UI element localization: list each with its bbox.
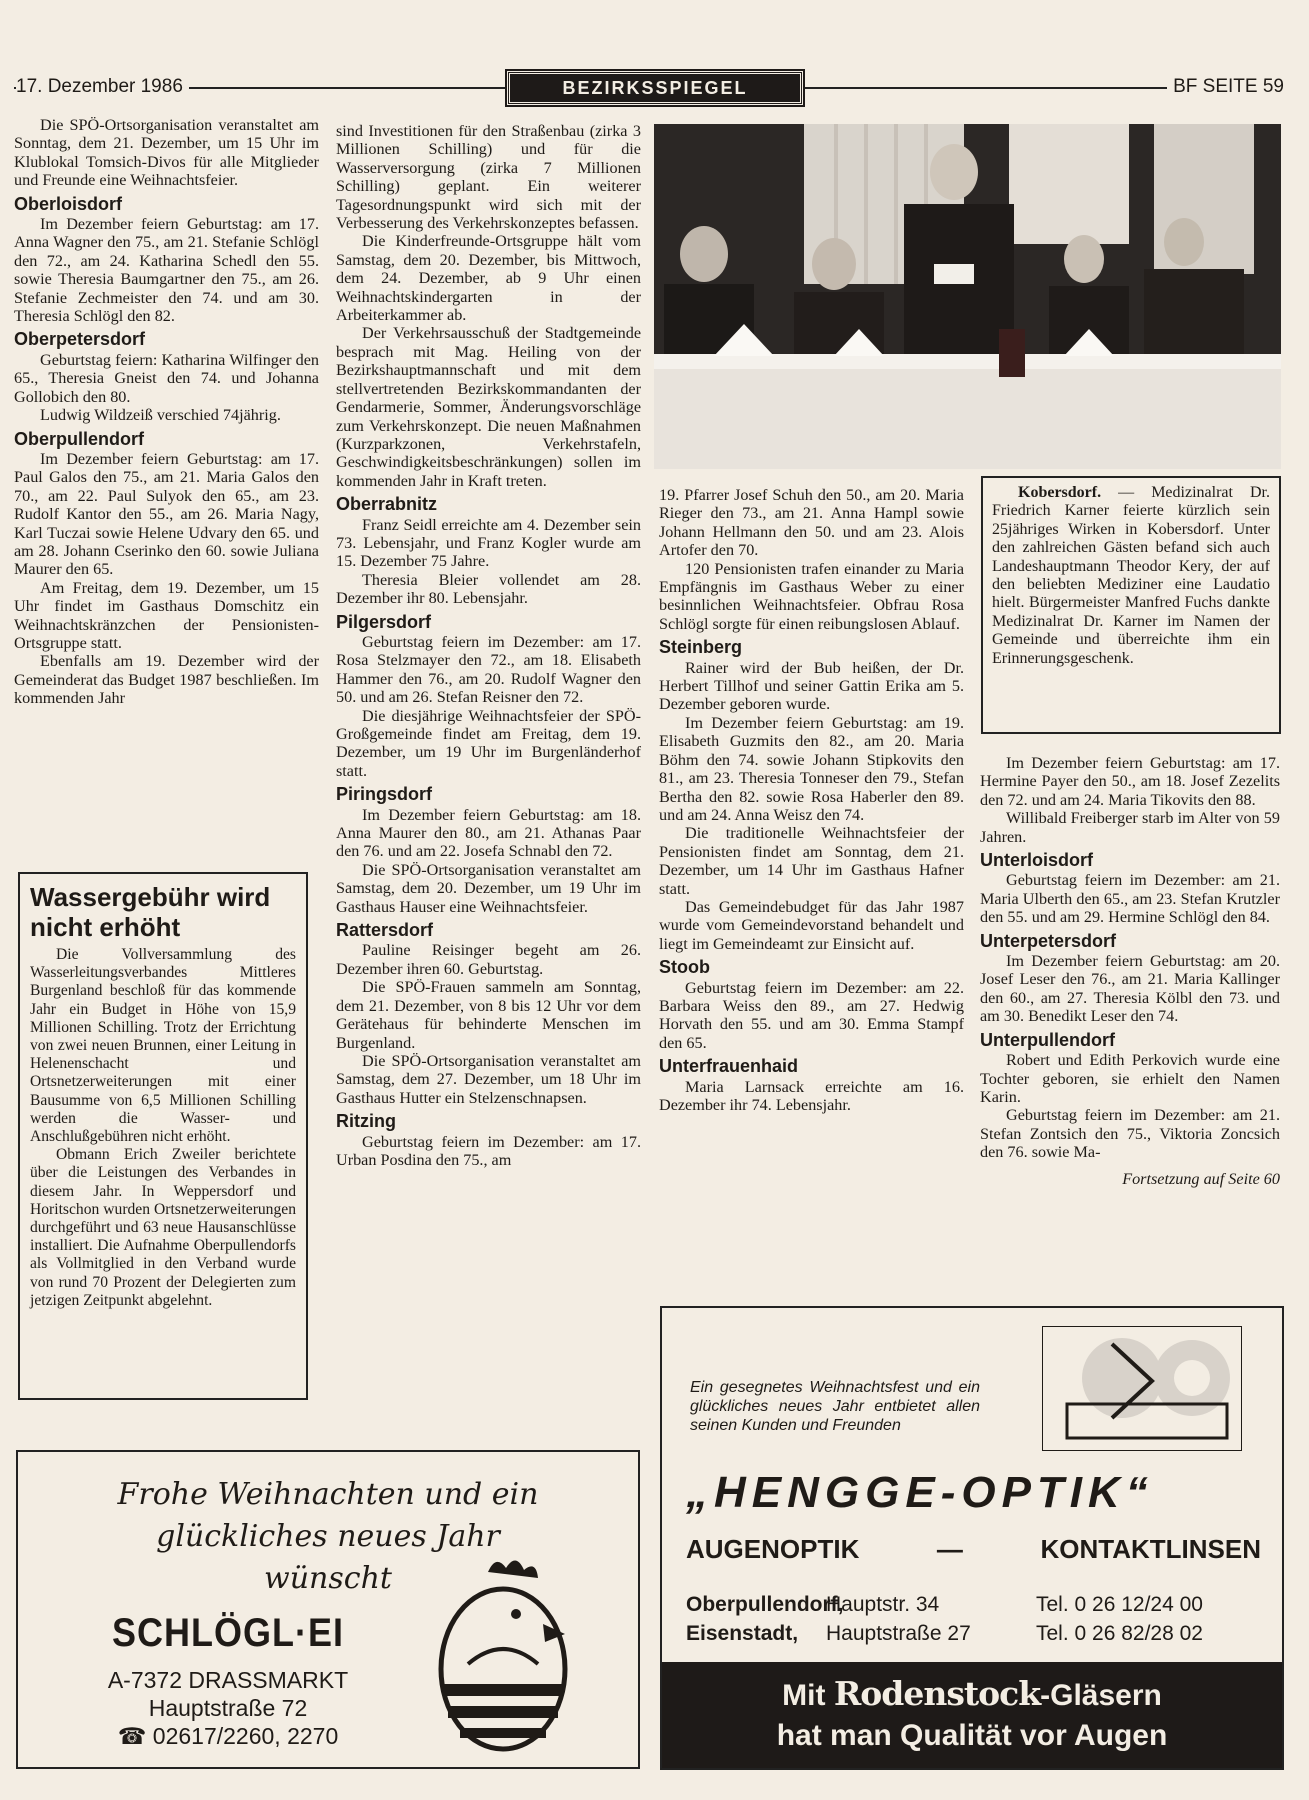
ad-hengge-optik [660,1306,1284,1770]
photo-caption-box [981,476,1281,734]
article-paragraph: Die traditionelle Weihnachtsfeier der Pensionisten findet am Sonntag, dem 21. Dezember, um 14 Uhr im Gasthaus Hafner statt. [659,824,964,898]
article-paragraph: Geburtstag feiern: Katharina Wilfinger den 65., Theresia Gneist den 74. und Johanna Gollobich den 80. [14,350,319,406]
box-body [30,946,296,1310]
news-photo [654,124,1281,469]
photo-caption [992,484,1270,668]
page-header [14,74,1284,100]
article-paragraph: sind Investitionen für den Straßenbau (zirka 3 Millionen Schilling) und für die Wasserversorgung (zirka 7 Millionen Schilling) geplant. Ein weiterer Tagesordnungspunkt wird sich mit der Verbesserung des Verkehrskonzeptes befassen. [336,122,641,233]
section-heading: Rattersdorf [336,920,434,941]
article-paragraph: Maria Larnsack erreichte am 16. Dezember ihr 74. Lebensjahr. [659,1077,964,1114]
hengge-logo-icon [1042,1326,1242,1451]
section-heading: Oberrabnitz [336,494,438,515]
article-paragraph: Franz Seidl erreichte am 4. Dezember sein 73. Lebensjahr, und Franz Kogler wurde am 15. Dezember 75 Jahre. [336,515,641,571]
article-paragraph: Die diesjährige Weihnachtsfeier der SPÖ-Großgemeinde findet am Freitag, dem 19. Dezember, um 19 Uhr im Burgenländerhof statt. [336,706,641,780]
ad-schloegl-ei [16,1450,640,1769]
service-separator: — [936,1534,963,1564]
article-paragraph: Die SPÖ-Ortsorganisation veranstaltet am Sonntag, dem 21. Dezember, um 15 Uhr im Klublokal Tomsich-Divos für alle Mitglieder und Freunde eine Weihnachtsfeier. [14,116,319,190]
location-city: Eisenstadt, [686,1622,799,1645]
column-1 [14,116,319,708]
article-paragraph: Im Dezember feiern Geburtstag: am 20. Josef Leser den 76., am 21. Maria Kallinger den 60., am 27. Theresia Kölbl den 73. und am 30. Benedikt Leser den 74. [980,952,1280,1026]
phone-line [88,1722,368,1750]
section-heading: Unterpullendorf [980,1029,1115,1050]
article-paragraph: Die Vollversammlung des Wasserleitungsverbandes Mittleres Burgenland beschloß für das kommende Jahr ein Budget in Höhe von 15,9 Millionen Schilling. Trotz der Errichtung von zwei neuen Brunnen, einer Leitung in Helenenschacht und Ortsnetzerweiterungen mit einer Bausumme von 6,5 Millionen Schilling werden die Wasser- und Anschlußgebühren nicht erhöht. [30,946,296,1146]
article-paragraph: 19. Pfarrer Josef Schuh den 50., am 20. Maria Rieger den 73., am 21. Anna Hampl sowie Johann Hellmann den 50. und am 23. Alois Artofer den 70. [659,486,964,560]
article-paragraph: Die SPÖ-Ortsorganisation veranstaltet am Samstag, dem 20. Dezember, um 19 Uhr im Gasthaus Hauser eine Weihnachtsfeier. [336,860,641,916]
article-paragraph: Die Kinderfreunde-Ortsgruppe hält vom Samstag, dem 20. Dezember, bis Mittwoch, dem 24. Dezember, ab 9 Uhr einen Weihnachtskindergarten in der Arbeiterkammer ab. [336,232,641,325]
article-paragraph: Robert und Edith Perkovich wurde eine Tochter geboren, sie erhielt den Namen Karin. [980,1051,1280,1106]
brand-name: „HENGGE-OPTIK“ [686,1468,1154,1517]
banner-text: Mit [782,1679,826,1712]
service-label: AUGENOPTIK [686,1534,860,1564]
article-paragraph: Am Freitag, dem 19. Dezember, um 15 Uhr findet im Gasthaus Domschitz ein Weihnachtskränzchen der Pensionisten-Ortsgruppe statt. [14,578,319,652]
ad-greeting: Ein gesegnetes Weihnachtsfest und ein glückliches neues Jahr entbietet allen seinen Kunden und Freunden [690,1379,980,1434]
article-paragraph: Im Dezember feiern Geburtstag: am 17. Hermine Payer den 50., am 18. Josef Zezelits den 72. und am 24. Maria Tikovits den 88. [980,754,1280,809]
article-paragraph: Pauline Reisinger begeht am 26. Dezember ihren 60. Geburtstag. [336,941,641,978]
banner-text: -Gläsern [1040,1679,1162,1712]
page-number: BF SEITE 59 [1167,76,1284,98]
article-box-wassergebuehr [18,872,308,1400]
service-label: KONTAKTLINSEN [1040,1534,1261,1564]
article-paragraph: Im Dezember feiern Geburtstag: am 17. Paul Galos den 75., am 21. Maria Galos den 70., am 22. Paul Sulyok den 65., am 23. Rudolf Kantor den 55., am 26. Maria Nagy, Karl Tuczai sowie Helene Udvary den 65. und am 28. Johann Cserinko den 60. sowie Juliana Maurer den 65. [14,449,319,579]
article-paragraph: Obmann Erich Zweiler berichtete über die Leistungen des Verbandes in diesem Jahr. In Weppersdorf und Horitschon wurden Ortsnetzerweiterungen durchgeführt und 63 neue Hausanschlüsse installiert. Die Aufnahme Oberpullendorfs als Vollmitglied in den Verband wurde von rund 70 Prozent der Delegierten zum jetzigen Zeitpunkt abgelehnt. [30,1146,296,1309]
location-row [686,1619,1266,1648]
photo-illustration [654,124,1281,469]
location-city: Oberpullendorf, [686,1593,844,1616]
section-heading: Stoob [659,957,710,978]
article-paragraph: Im Dezember feiern Geburtstag: am 18. Anna Maurer den 80., am 21. Athanas Paar den 76. und am 22. Josefa Schnabl den 72. [336,805,641,861]
location-phone: Tel. 0 26 82/28 02 [1036,1622,1203,1645]
article-paragraph: Theresia Bleier vollendet am 28. Dezember ihr 80. Lebensjahr. [336,570,641,608]
phone-icon: ☎ [117,1723,153,1749]
section-heading: Oberloisdorf [14,193,123,214]
article-paragraph: 120 Pensionisten trafen einander zu Maria Empfängnis im Gasthaus Weber zu einer besinnlichen Weihnachtsfeier. Obfrau Rosa Schlögl sorgte für einen reibungslosen Ablauf. [659,559,964,633]
article-paragraph: Die SPÖ-Ortsorganisation veranstaltet am Samstag, dem 27. Dezember, um 18 Uhr im Gasthaus Hutter ein Stelzenschnapsen. [336,1051,641,1107]
ad-address [88,1666,368,1750]
article-paragraph: Rainer wird der Bub heißen, der Dr. Herbert Tillhof und seiner Gattin Erika am 5. Dezember geboren wurde. [659,658,964,714]
section-heading: Oberpullendorf [14,428,144,449]
location-street: Hauptstr. 34 [826,1593,940,1616]
article-paragraph: Geburtstag feiern im Dezember: am 17. Urban Posdina den 75., am [336,1132,641,1169]
banner-line [662,1674,1282,1716]
section-heading: Unterpetersdorf [980,930,1117,951]
location-row [686,1590,1266,1619]
location-phone: Tel. 0 26 12/24 00 [1036,1593,1203,1616]
section-title: BEZIRKSSPIEGEL [507,71,803,105]
continuation-note: Fortsetzung auf Seite 60 [1122,1169,1280,1188]
article-paragraph: Geburtstag feiern im Dezember: am 21. Stefan Zontsich den 75., Viktoria Zoncsich den 76. sowie Ma- [980,1106,1280,1162]
banner-line: hat man Qualität vor Augen [776,1719,1168,1752]
article-paragraph: Im Dezember feiern Geburtstag: am 17. Anna Wagner den 75., am 21. Stefanie Schlögl den 72., am 24. Katharina Schedl den 55. sowie Theresia Baumgartner den 75., am 26. Stefanie Zechmeister den 74. und am 30. Theresia Schlögl den 82. [14,215,319,326]
rodenstock-logo-text: Rodenstock [833,1674,1041,1713]
location-street: Hauptstraße 27 [826,1622,971,1645]
box-headline: Wassergebühr wird nicht erhöht [30,882,271,942]
greeting-line: Frohe Weihnachten und ein [117,1477,539,1512]
article-paragraph: Geburtstag feiern im Dezember: am 22. Barbara Weiss den 89., am 27. Hedwig Horvath den 55. und am 30. Emma Stampf den 65. [659,978,964,1052]
article-paragraph: Willibald Freiberger starb im Alter von 59 Jahren. [980,809,1280,846]
article-paragraph: Ludwig Wildzeiß verschied 74jährig. [40,406,281,425]
address-line: Hauptstraße 72 [148,1695,308,1721]
issue-date: 17. Dezember 1986 [16,76,189,98]
section-heading: Steinberg [659,637,743,658]
article-paragraph: Geburtstag feiern im Dezember: am 17. Rosa Stelzmayer den 72., am 18. Elisabeth Hammer den 76., am 20. Rudolf Wagner den 50. und am 26. Stefan Reisner den 72. [336,632,641,707]
article-paragraph: Ebenfalls am 19. Dezember wird der Gemeinderat das Budget 1987 beschließen. Im kommenden Jahr [14,652,319,708]
column-4 [980,754,1280,1188]
article-paragraph: Im Dezember feiern Geburtstag: am 19. Elisabeth Guzmits den 82., am 20. Maria Böhm den 74. sowie Johann Stipkovits den 81., am 23. Theresia Tonneser den 79., Stefan Bertha den 82. sowie Rosa Haberler den 89. und am 24. Anna Weisz den 74. [659,713,964,824]
rodenstock-banner [662,1662,1282,1768]
section-heading: Piringsdorf [336,784,433,805]
article-paragraph: Geburtstag feiern im Dezember: am 21. Maria Ulberth den 65., am 23. Stefan Krutzler den 55. und am 29. Hermine Schlögl den 84. [980,871,1280,927]
section-heading: Pilgersdorf [336,611,432,632]
section-heading: Ritzing [336,1111,396,1132]
address-line: A-7372 DRASSMARKT [107,1667,349,1693]
section-heading: Unterfrauenhaid [659,1056,799,1077]
greeting-line: wünscht [264,1561,392,1596]
section-heading: Oberpetersdorf [14,329,146,350]
ad-services [686,1534,1261,1565]
caption-text: — Medizinalrat Dr. Friedrich Karner feierte kürzlich sein 25jähriges Wirken in Kobersdorf. Unter den zahlreichen Gästen befand sich auch Landeshauptmann Theodor Kery, der auf den beliebten Mediziner eine Laudatio hielt. Bürgermeister Manfred Fuchs dankte Medizinalrat Dr. Karner im Namen der Gemeinde und überreichte ihm ein Erinnerungsgeschenk. [992,484,1270,667]
caption-lead: Kobersdorf. [1018,484,1102,501]
article-paragraph: Der Verkehrsausschuß der Stadtgemeinde besprach mit Mag. Heiling von der Bezirkshauptmannschaft und mit dem stellvertretenden Bezirkskommandanten der Gendarmerie, Sommer, Änderungsvorschläge zum Verkehrskonzept. Die neuen Maßnahmen (Kurzparkzonen, Verkehrstafeln, Geschwindigkeitsbeschränkungen) sollen im kommenden Jahr in Kraft treten. [336,324,641,490]
brand-logo-text: SCHLÖGL·EI [112,1609,344,1655]
column-3 [659,486,964,1114]
egg-hen-icon [428,1544,578,1754]
column-2 [336,122,641,1169]
article-paragraph: Das Gemeindebudget für das Jahr 1987 wurde vom Gemeindevorstand behandelt und liegt im Gemeindeamt zur Einsicht auf. [659,897,964,953]
article-paragraph: Die SPÖ-Frauen sammeln am Sonntag, dem 21. Dezember, von 8 bis 12 Uhr vor dem Gerätehaus für behinderte Menschen im Burgenland. [336,978,641,1052]
greeting-line: glückliches neues Jahr [156,1519,500,1554]
ad-locations [686,1590,1266,1648]
phone-number: 02617/2260, 2270 [152,1723,339,1749]
section-heading: Unterloisdorf [980,850,1094,871]
